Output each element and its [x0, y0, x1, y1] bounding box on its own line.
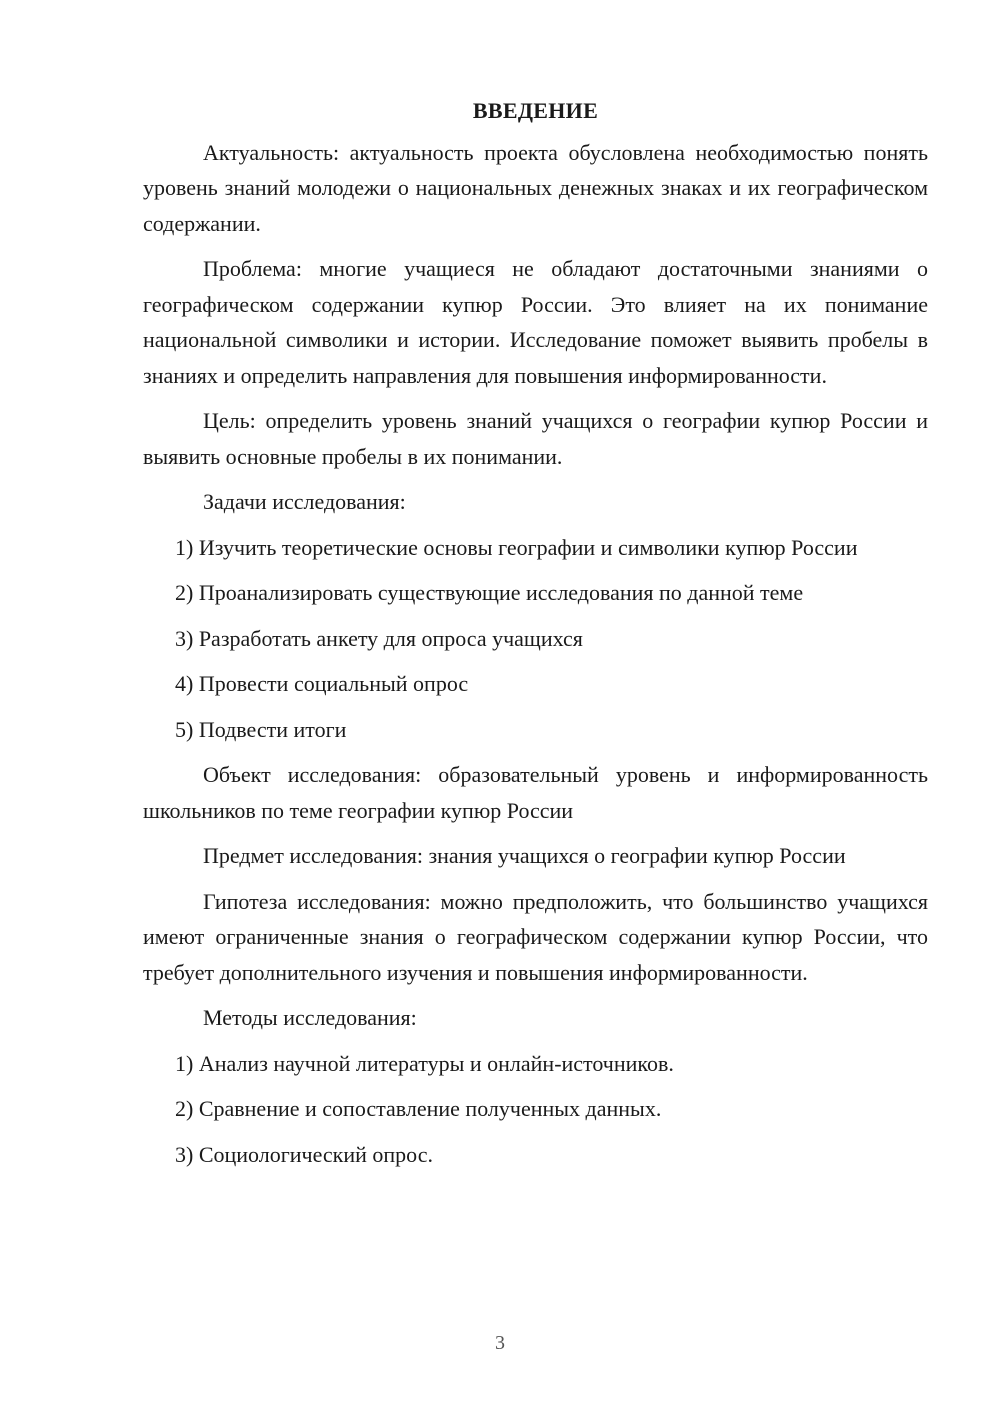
- goal-paragraph: Цель: определить уровень знаний учащихся о географии купюр России и выявить основные пробелы в их понимании.: [143, 408, 928, 469]
- task-item: 1) Изучить теоретические основы географии и символики купюр России: [175, 534, 858, 560]
- method-item: 2) Сравнение и сопоставление полученных данных.: [175, 1096, 662, 1121]
- task-item: 2) Проанализировать существующие исследования по данной теме: [175, 580, 804, 605]
- page-number: 3: [495, 1332, 505, 1354]
- task-item: 4) Провести социальный опрос: [175, 671, 469, 696]
- methods-title: Методы исследования:: [203, 1005, 417, 1030]
- object-paragraph: Объект исследования: образовательный уровень и информированность школьников по теме географии купюр России: [143, 762, 928, 823]
- relevance-paragraph: Актуальность: актуальность проекта обусловлена необходимостью понять уровень знаний молодежи о национальных денежных знаках и их географическом содержании.: [143, 139, 928, 236]
- section-heading: ВВЕДЕНИЕ: [472, 98, 599, 123]
- tasks-title: Задачи исследования:: [203, 489, 406, 514]
- task-item: 3) Разработать анкету для опроса учащихся: [175, 625, 583, 651]
- subject-paragraph: Предмет исследования: знания учащихся о географии купюр России: [203, 843, 846, 868]
- method-item: 3) Социологический опрос.: [175, 1141, 433, 1167]
- hypothesis-paragraph: Гипотеза исследования: можно предположить, что большинство учащихся имеют ограниченные знания о географическом содержании купюр России, что требует дополнительного изучения и повышения информированности.: [143, 888, 928, 985]
- method-item: 1) Анализ научной литературы и онлайн-источников.: [175, 1050, 674, 1076]
- document-page: [143, 93, 928, 1182]
- task-item: 5) Подвести итоги: [175, 716, 347, 742]
- problem-paragraph: Проблема: многие учащиеся не обладают достаточными знаниями о географическом содержании купюр России. Это влияет на их понимание национальной символики и истории. Исследование поможет выявить пробелы в знаниях и определить направления для повышения информированности.: [143, 256, 928, 388]
